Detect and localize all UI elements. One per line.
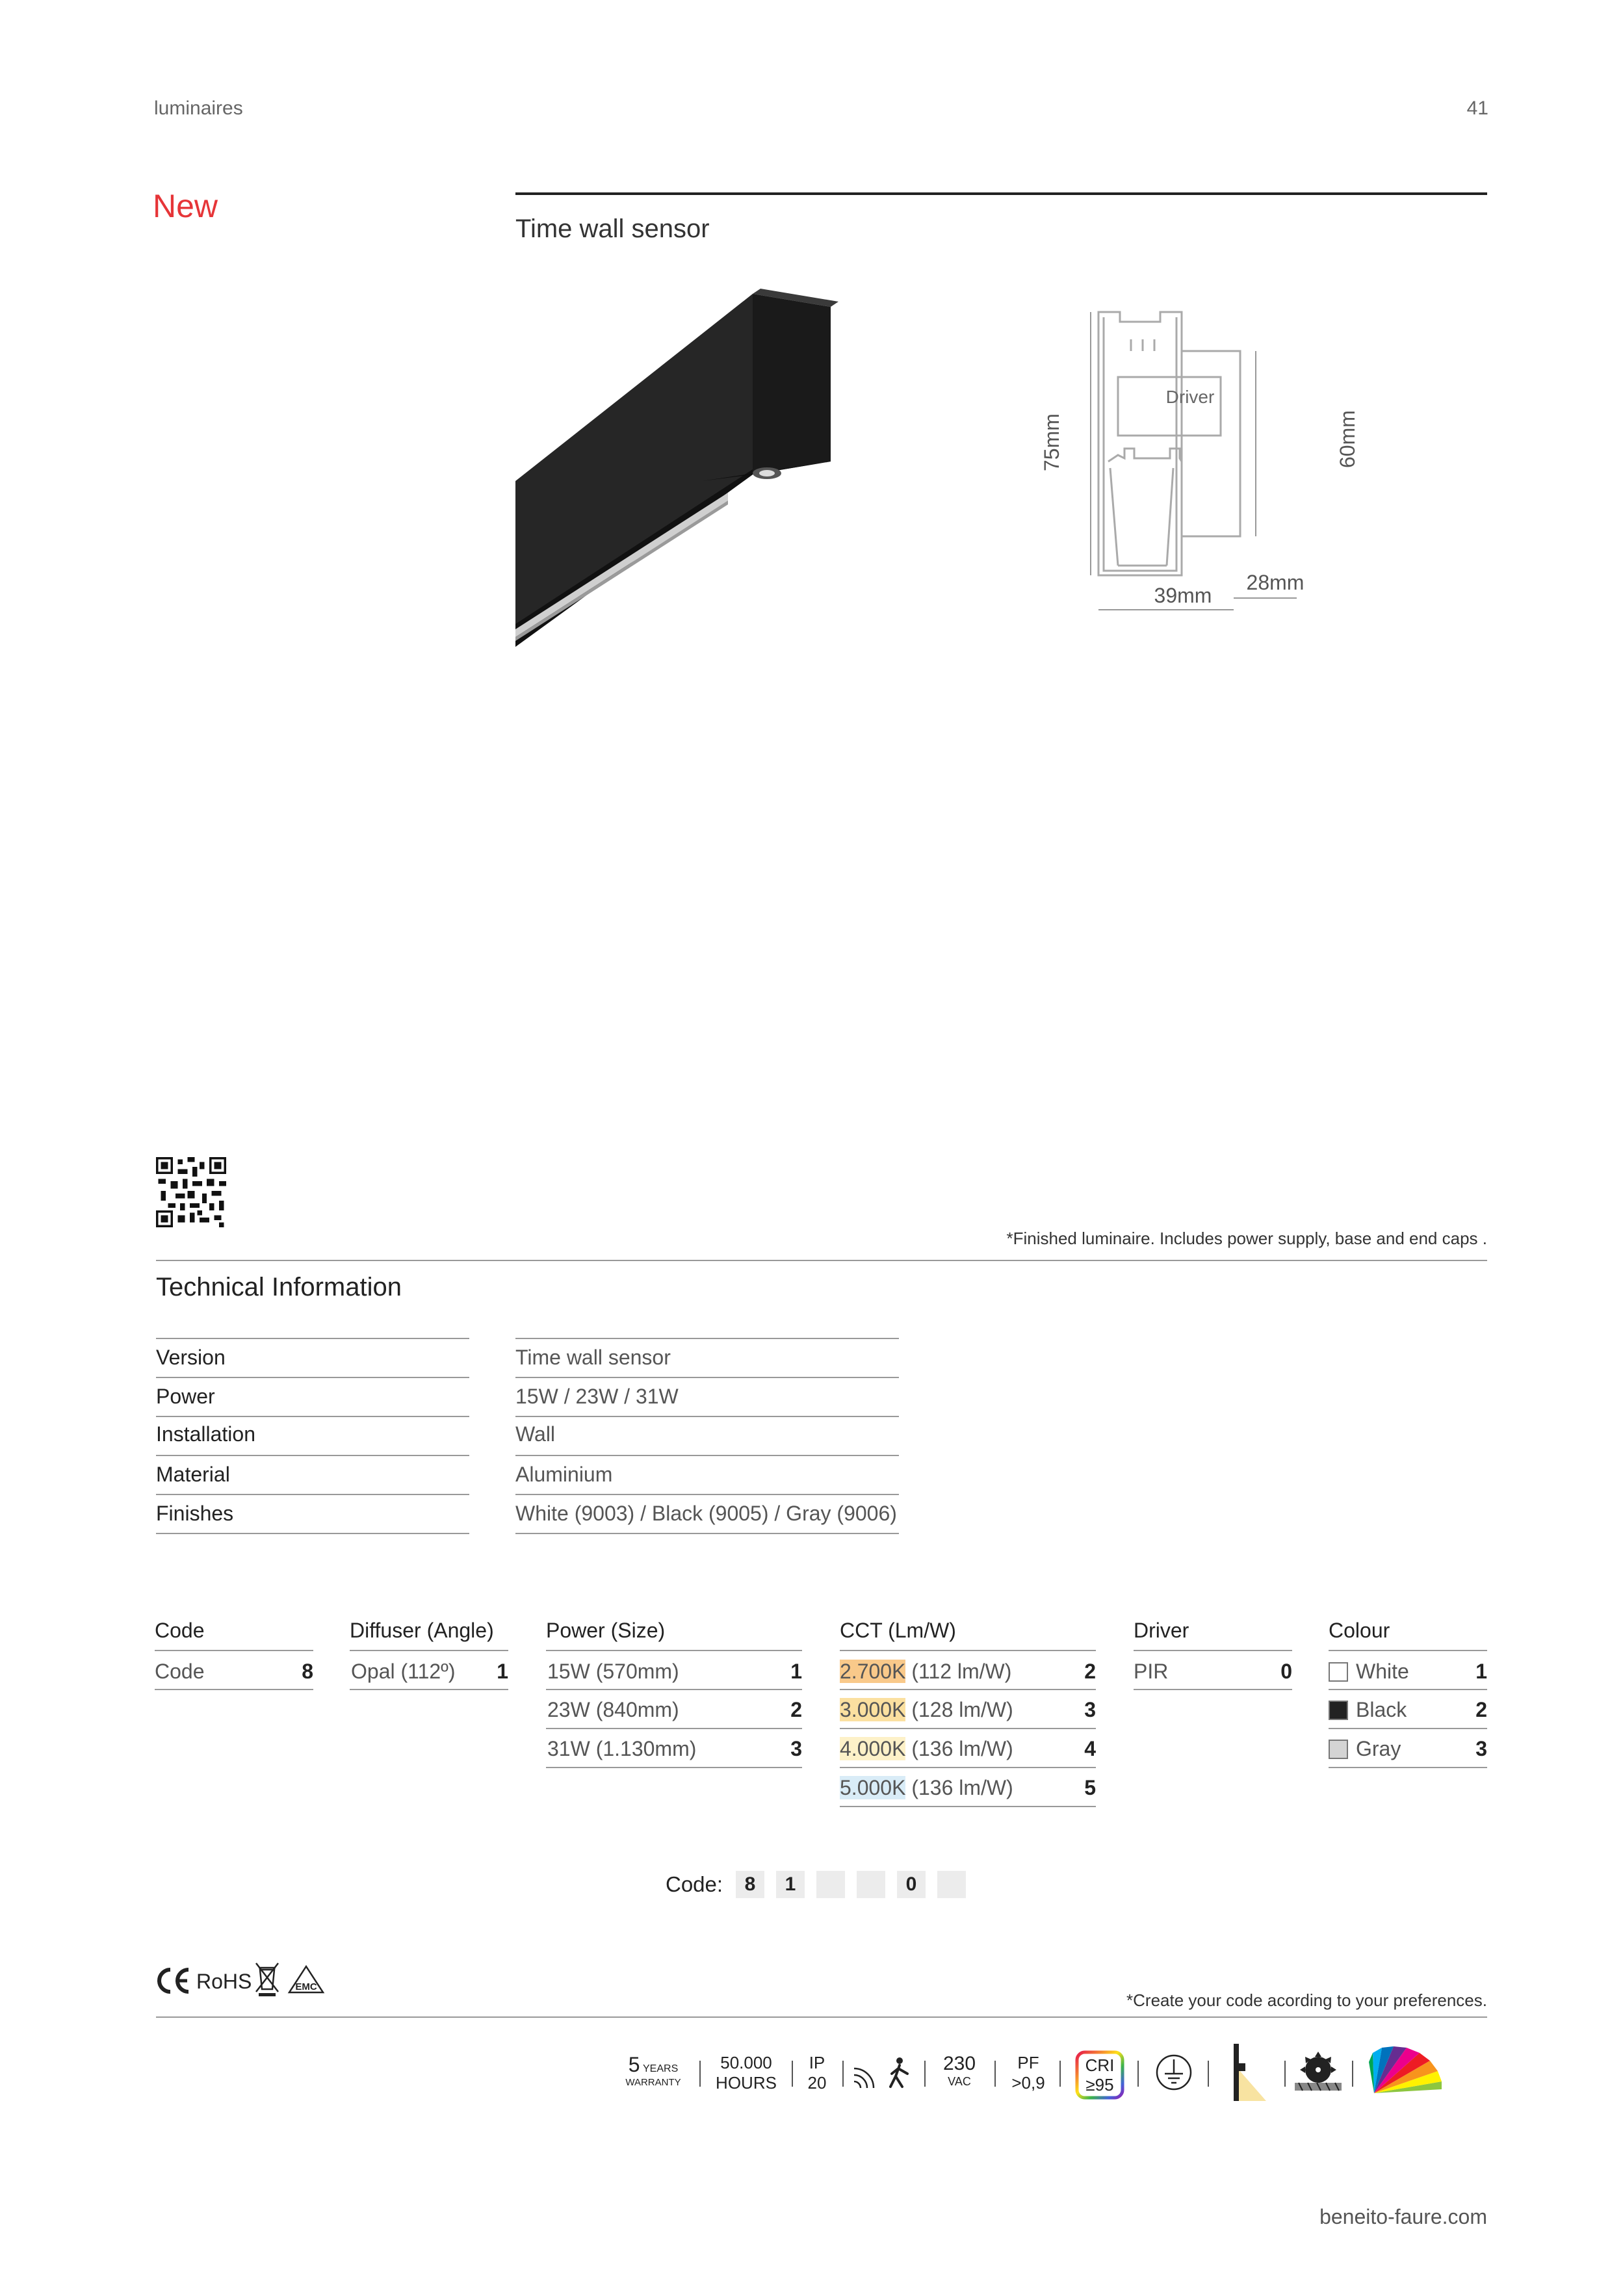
spec-rule	[515, 1338, 899, 1339]
separator	[1352, 2061, 1353, 2087]
cri-label: CRI	[1085, 2055, 1115, 2075]
col-header-power: Power (Size)	[546, 1619, 666, 1642]
new-badge: New	[153, 188, 218, 224]
cct-temp: 2.700K	[840, 1660, 906, 1683]
voltage-icon	[933, 2053, 985, 2089]
diffuser-row-label: Opal (112º)	[351, 1660, 456, 1683]
separator	[1137, 2061, 1139, 2087]
driver-label: Driver	[1165, 387, 1215, 407]
cct-row	[840, 1776, 1013, 1800]
power-row-label: 31W (1.130mm)	[547, 1737, 697, 1760]
power-row-num: 3	[790, 1737, 802, 1760]
cct-efficiency: (136 lm/W)	[905, 1737, 1013, 1760]
code-box-6[interactable]	[937, 1871, 966, 1898]
separator	[1208, 2061, 1209, 2087]
ip-value: 20	[807, 2073, 827, 2093]
emc-mark-icon	[287, 1964, 325, 1994]
pf-value: >0,9	[1011, 2073, 1045, 2093]
separator	[1059, 2061, 1061, 2087]
create-code-note: *Create your code acording to your preferences.	[1126, 1990, 1487, 2010]
spec-rule	[515, 1533, 899, 1534]
dim-depth: 28mm	[1246, 571, 1305, 594]
col-rule	[546, 1728, 802, 1729]
divider	[156, 1260, 1487, 1261]
motion-sensor-icon	[851, 2054, 916, 2093]
pf-label: PF	[1017, 2053, 1039, 2072]
cct-row	[840, 1737, 1013, 1761]
col-rule	[350, 1689, 508, 1690]
col-rule	[155, 1650, 313, 1651]
rohs-label: RoHS	[196, 1970, 252, 1993]
warranty-word: WARRANTY	[625, 2077, 681, 2088]
power-row-label: 15W (570mm)	[547, 1660, 679, 1683]
separator	[699, 2061, 701, 2087]
separator	[792, 2061, 793, 2087]
spec-value-finishes: White (9003) / Black (9005) / Gray (9006)	[515, 1502, 897, 1525]
col-rule	[840, 1650, 1096, 1651]
ip-label: IP	[809, 2053, 825, 2072]
diffuser-row-num: 1	[497, 1660, 508, 1683]
warranty-number: 5	[628, 2053, 640, 2076]
colour-row	[1329, 1660, 1409, 1684]
hours-word: HOURS	[716, 2073, 777, 2093]
svg-text:EMC: EMC	[295, 1981, 317, 1992]
col-rule	[1329, 1650, 1487, 1651]
power-factor-icon	[1005, 2053, 1052, 2093]
col-rule	[155, 1689, 313, 1690]
power-row-num: 1	[790, 1660, 802, 1683]
colour-swatch-black	[1329, 1701, 1348, 1720]
spec-rule	[156, 1416, 469, 1417]
code-row-label: Code	[155, 1660, 205, 1683]
technical-title: Technical Information	[156, 1273, 402, 1301]
spec-value-power: 15W / 23W / 31W	[515, 1385, 679, 1408]
code-box-4[interactable]	[857, 1871, 885, 1898]
col-rule	[1134, 1650, 1292, 1651]
spec-label-installation: Installation	[156, 1422, 255, 1446]
dim-width: 39mm	[1154, 584, 1212, 607]
col-rule	[840, 1767, 1096, 1768]
qr-code	[156, 1157, 226, 1227]
spec-label-version: Version	[156, 1346, 226, 1369]
colour-swatch-gray	[1329, 1740, 1348, 1759]
cri-value: ≥95	[1085, 2075, 1114, 2094]
col-rule	[840, 1689, 1096, 1690]
section-name: luminaires	[154, 98, 243, 119]
voltage-unit: VAC	[948, 2075, 971, 2088]
footer-url[interactable]: beneito-faure.com	[1319, 2205, 1487, 2228]
col-rule	[840, 1806, 1096, 1807]
cct-temp: 3.000K	[840, 1698, 906, 1721]
cri-icon	[1075, 2055, 1124, 2094]
spec-rule	[156, 1533, 469, 1534]
col-rule	[1134, 1689, 1292, 1690]
product-image	[507, 286, 845, 650]
col-header-colour: Colour	[1329, 1619, 1390, 1642]
separator	[994, 2061, 996, 2087]
col-rule	[350, 1650, 508, 1651]
divider	[156, 2016, 1487, 2018]
warranty-years: YEARS	[643, 2063, 679, 2074]
col-rule	[546, 1650, 802, 1651]
product-title: Time wall sensor	[515, 215, 710, 243]
code-row-num: 8	[302, 1660, 313, 1683]
code-box-2[interactable]: 1	[776, 1871, 805, 1898]
colour-swatch-white	[1329, 1662, 1348, 1682]
hours-icon	[710, 2053, 783, 2093]
spec-label-power: Power	[156, 1385, 215, 1408]
colour-row-num: 1	[1475, 1660, 1487, 1683]
spec-rule	[156, 1455, 469, 1456]
col-header-cct: CCT (Lm/W)	[840, 1619, 956, 1642]
power-row-label: 23W (840mm)	[547, 1698, 679, 1721]
cct-row-num: 4	[1084, 1737, 1096, 1760]
spec-label-finishes: Finishes	[156, 1502, 234, 1525]
cct-temp: 5.000K	[840, 1776, 906, 1799]
technical-drawing	[1027, 299, 1365, 624]
colour-row	[1329, 1737, 1401, 1761]
colour-label: Gray	[1356, 1737, 1401, 1760]
earth-ground-icon	[1154, 2053, 1193, 2092]
spec-rule	[515, 1377, 899, 1378]
code-box-5[interactable]: 0	[897, 1871, 926, 1898]
ip-rating-icon	[801, 2053, 833, 2093]
weee-bin-icon	[255, 1962, 279, 1997]
spec-rule	[515, 1455, 899, 1456]
separator	[842, 2061, 844, 2087]
spec-value-material: Aluminium	[515, 1463, 613, 1486]
col-rule	[546, 1689, 802, 1690]
cct-row	[840, 1660, 1011, 1684]
colour-label: Black	[1356, 1698, 1407, 1721]
hours-number: 50.000	[720, 2053, 772, 2072]
dim-inner-height: 60mm	[1336, 410, 1359, 468]
spec-rule	[156, 1494, 469, 1495]
cut-to-size-saw-icon	[1293, 2050, 1343, 2092]
finished-note: *Finished luminaire. Includes power supply, base and end caps .	[1006, 1229, 1487, 1248]
driver-row-num: 0	[1280, 1660, 1292, 1683]
cct-row-num: 5	[1084, 1776, 1096, 1799]
col-rule	[1329, 1689, 1487, 1690]
cct-row-num: 3	[1084, 1698, 1096, 1721]
colour-row-num: 3	[1475, 1737, 1487, 1760]
cct-efficiency: (128 lm/W)	[905, 1698, 1013, 1721]
colour-label: White	[1356, 1660, 1409, 1683]
code-builder-label: Code:	[666, 1872, 723, 1896]
cct-row	[840, 1698, 1013, 1722]
cct-efficiency: (112 lm/W)	[905, 1660, 1012, 1683]
col-rule	[1329, 1728, 1487, 1729]
col-rule	[546, 1767, 802, 1768]
col-rule	[1329, 1767, 1487, 1768]
wall-light-distribution-icon	[1230, 2041, 1269, 2104]
title-rule	[515, 192, 1487, 195]
page-number: 41	[1466, 98, 1488, 119]
col-rule	[840, 1728, 1096, 1729]
spec-rule	[515, 1494, 899, 1495]
cct-row-num: 2	[1084, 1660, 1096, 1683]
col-header-diffuser: Diffuser (Angle)	[350, 1619, 494, 1642]
colour-row-num: 2	[1475, 1698, 1487, 1721]
separator	[1284, 2061, 1286, 2087]
spec-rule	[156, 1338, 469, 1339]
separator	[924, 2061, 926, 2087]
dim-height: 75mm	[1040, 413, 1063, 471]
ce-mark-icon	[155, 1964, 191, 1997]
cct-efficiency: (136 lm/W)	[905, 1776, 1013, 1799]
spec-value-installation: Wall	[515, 1422, 556, 1446]
code-box-1[interactable]: 8	[736, 1871, 764, 1898]
driver-row-label: PIR	[1134, 1660, 1169, 1683]
colour-fan-icon	[1368, 2042, 1448, 2098]
power-row-num: 2	[790, 1698, 802, 1721]
code-box-3[interactable]	[816, 1871, 845, 1898]
col-header-code: Code	[155, 1619, 205, 1642]
spec-label-material: Material	[156, 1463, 230, 1486]
spec-rule	[515, 1416, 899, 1417]
cct-temp: 4.000K	[840, 1737, 906, 1760]
colour-row	[1329, 1698, 1407, 1722]
warranty-icon	[617, 2053, 689, 2089]
col-header-driver: Driver	[1134, 1619, 1189, 1642]
spec-value-version: Time wall sensor	[515, 1346, 671, 1369]
voltage-value: 230	[942, 2053, 976, 2074]
spec-rule	[156, 1377, 469, 1378]
